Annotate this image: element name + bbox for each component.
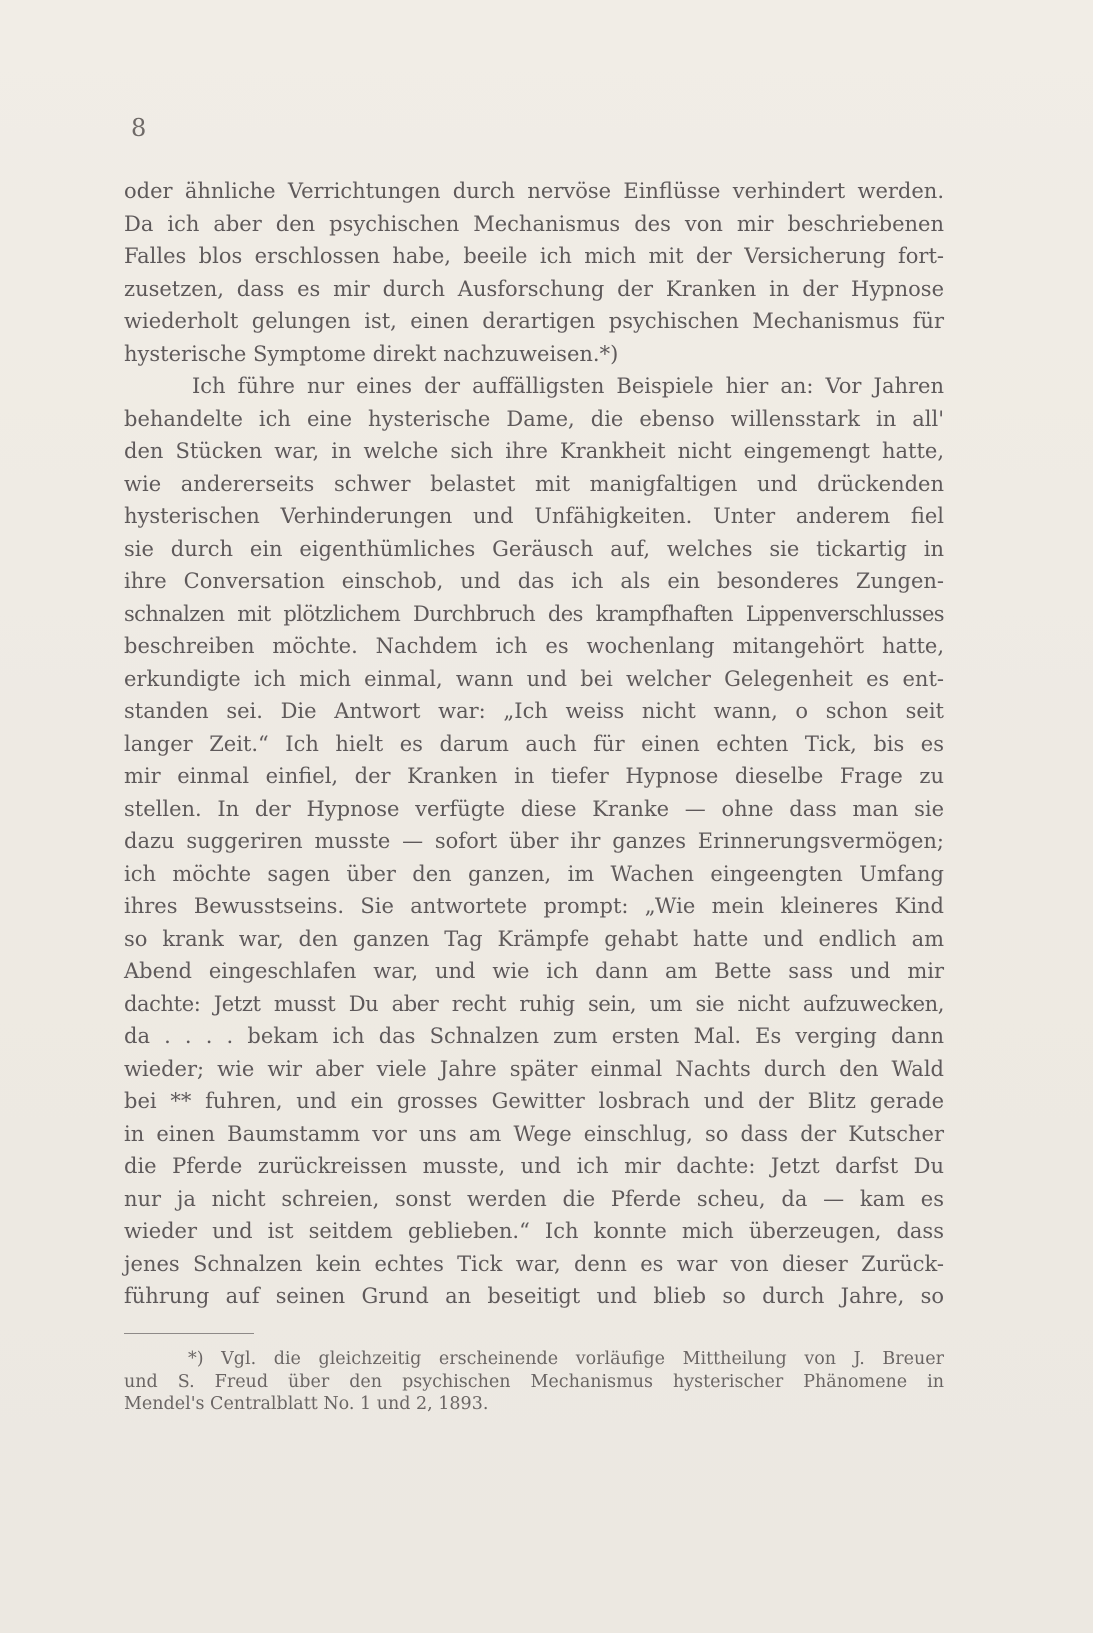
text-line: stellen. In der Hypnose verfügte diese Kranke — ohne dass man sie (124, 796, 944, 821)
text-line: behandelte ich eine hysterische Dame, die ebenso willensstark in all' (124, 406, 944, 431)
text-line: beschreiben möchte. Nachdem ich es wochenlang mitangehört hatte, (124, 634, 944, 658)
text-line: dachte: Jetzt musst Du aber recht ruhig sein, um sie nicht aufzuwecken, (124, 991, 944, 1016)
text-line: Ich führe nur eines der auffälligsten Beispiele hier an: Vor Jahren (192, 374, 944, 398)
footnote-line: *) Vgl. die gleichzeitig erscheinende vorläufige Mittheilung von J. Breuer (188, 1349, 944, 1369)
main-text (124, 175, 944, 1313)
footnote-divider (124, 1333, 254, 1334)
text-line: erkundigte ich mich einmal, wann und bei welcher Gelegenheit es ent- (124, 666, 944, 691)
text-line: den Stücken war, in welche sich ihre Krankheit nicht eingemengt hatte, (124, 439, 944, 463)
text-line: mir einmal einfiel, der Kranken in tiefer Hypnose dieselbe Frage zu (124, 764, 944, 788)
text-line: führung auf seinen Grund an beseitigt und blieb so durch Jahre, so (124, 1284, 944, 1308)
text-line: wiederholt gelungen ist, einen derartigen psychischen Mechanismus für (124, 309, 944, 333)
text-line: Da ich aber den psychischen Mechanismus des von mir beschriebenen (124, 211, 944, 236)
text-line: ich möchte sagen über den ganzen, im Wachen eingeengten Umfang (124, 861, 944, 886)
text-line: ihre Conversation einschob, und das ich als ein besonderes Zungen- (124, 569, 944, 593)
text-line: wieder; wie wir aber viele Jahre später einmal Nachts durch den Wald (124, 1056, 944, 1081)
text-line: wieder und ist seitdem geblieben.“ Ich konnte mich überzeugen, dass (124, 1219, 944, 1243)
text-line: oder ähnliche Verrichtungen durch nervöse Einflüsse verhindert werden. (124, 179, 944, 203)
text-line: hysterische Symptome direkt nachzuweisen.*) (124, 341, 619, 366)
text-line: dazu suggeriren musste — sofort über ihr ganzes Erinnerungsvermögen; (124, 829, 944, 853)
text-line: die Pferde zurückreissen musste, und ich mir dachte: Jetzt darfst Du (124, 1154, 944, 1178)
text-line: zusetzen, dass es mir durch Ausforschung der Kranken in der Hypnose (124, 276, 944, 301)
text-line: jenes Schnalzen kein echtes Tick war, denn es war von dieser Zurück- (124, 1251, 944, 1276)
text-line: in einen Baumstamm vor uns am Wege einschlug, so dass der Kutscher (124, 1121, 944, 1146)
text-line: bei ** fuhren, und ein grosses Gewitter losbrach und der Blitz gerade (124, 1089, 944, 1113)
text-line: so krank war, den ganzen Tag Krämpfe gehabt hatte und endlich am (124, 926, 944, 951)
text-line: nur ja nicht schreien, sonst werden die Pferde scheu, da — kam es (124, 1186, 944, 1211)
text-line: wie andererseits schwer belastet mit manigfaltigen und drückenden (124, 471, 944, 496)
footnote-line: Mendel's Centralblatt No. 1 und 2, 1893. (124, 1394, 489, 1414)
footnote (124, 1348, 944, 1416)
text-line: standen sei. Die Antwort war: „Ich weiss nicht wann, o schon seit (124, 699, 944, 723)
text-line: hysterischen Verhinderungen und Unfähigkeiten. Unter anderem fiel (124, 504, 944, 528)
text-line: Abend eingeschlafen war, und wie ich dann am Bette sass und mir (124, 959, 944, 983)
text-line: Falles blos erschlossen habe, beeile ich mich mit der Versicherung fort- (124, 244, 944, 268)
text-line: ihres Bewusstseins. Sie antwortete prompt: „Wie mein kleineres Kind (124, 894, 944, 918)
text-line: da . . . . bekam ich das Schnalzen zum ersten Mal. Es verging dann (124, 1024, 944, 1048)
text-line: langer Zeit.“ Ich hielt es darum auch für einen echten Tick, bis es (124, 731, 944, 756)
page-number: 8 (131, 114, 147, 142)
text-line: sie durch ein eigenthümliches Geräusch auf, welches sie tickartig in (124, 536, 944, 561)
text-line: schnalzen mit plötzlichem Durchbruch des krampfhaften Lippenverschlusses (124, 601, 944, 626)
footnote-line: und S. Freud über den psychischen Mechanismus hysterischer Phänomene in (124, 1371, 944, 1392)
